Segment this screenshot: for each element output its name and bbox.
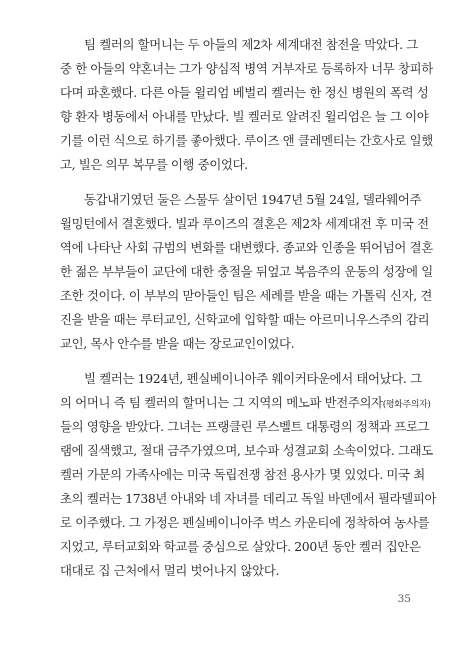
text-line: 들의 영향을 받았다. 그녀는 프랭클린 루스벨트 대통령의 정책과 프로그: [60, 419, 430, 434]
text-line: 한 젊은 부부들이 교단에 대한 충절을 뒤엎고 복음주의 운동의 성장에 일: [60, 264, 433, 279]
text-line: [60, 391, 431, 415]
text-line: 로 이주했다. 그 가정은 펜실베이니아주 벅스 카운티에 정착하여 농사를: [60, 515, 430, 530]
text-line: 교인, 목사 안수를 받을 때는 장로교인이었다.: [60, 336, 295, 351]
text-line: 조한 것이다. 이 부부의 맏아들인 팀은 세례를 받을 때는 가톨릭 신자, 견: [60, 288, 432, 303]
paragraph: [60, 33, 433, 177]
text-line: 초의 켈러는 1738년 아내와 네 자녀를 데리고 독일 바덴에서 필라델피아: [60, 491, 437, 506]
paragraph: [60, 188, 433, 356]
paragraph: [60, 367, 437, 583]
text-line: 빌 켈러는 1924년, 펜실베이니아주 웨이커타운에서 태어났다. 그: [84, 371, 422, 386]
text-line: 윌밍턴에서 결혼했다. 빌과 루이즈의 결혼은 제2차 세계대전 후 미국 전: [60, 216, 429, 231]
inline-annotation: (평화주의자): [382, 400, 431, 410]
text-line: 팀 켈러의 할머니는 두 아들의 제2차 세계대전 참전을 막았다. 그: [84, 37, 418, 52]
text-line: 다며 파혼했다. 다른 아들 윌리엄 베벌리 켈러는 한 정신 병원의 폭력 성: [60, 85, 429, 100]
text-line: 진을 받을 때는 루터교인, 신학교에 입학할 때는 아르미니우스주의 감리: [60, 312, 430, 327]
text-line: 대대로 집 근처에서 멀리 벗어나지 않았다.: [60, 563, 280, 578]
text-line: 지었고, 루터교회와 학교를 중심으로 살았다. 200년 동안 켈러 집안은: [60, 539, 421, 554]
text-line: 켈러 가문의 가족사에는 미국 독립전쟁 참전 용사가 몇 있었다. 미국 최: [60, 467, 425, 482]
text-line: 동갑내기였던 둘은 스물두 살이던 1947년 5월 24일, 델라웨어주: [84, 192, 422, 207]
text-line: 역에 나타난 사회 규범의 변화를 대변했다. 종교와 인종을 뛰어넘어 결혼: [60, 240, 433, 255]
text-line: 기를 이런 식으로 하기를 좋아했다. 루이즈 앤 클레멘티는 간호사로 일했: [60, 133, 433, 148]
text-line: 고, 빌은 의무 복무를 이행 중이었다.: [60, 157, 248, 172]
text-line-body: 의 어머니 즉 팀 켈러의 할머니는 그 지역의 메노파 반전주의자: [60, 395, 383, 410]
text-line: 중 한 아들의 약혼녀는 그가 양심적 병역 거부자로 등록하자 너무 창피하: [60, 61, 433, 76]
page-number: 35: [397, 593, 411, 605]
text-line: 램에 질색했고, 절대 금주가였으며, 보수파 성결교회 소속이었다. 그래도: [60, 443, 433, 458]
text-line: 향 환자 병동에서 아내를 만났다. 빌 켈러로 알려진 윌리엄은 늘 그 이야: [60, 109, 429, 124]
